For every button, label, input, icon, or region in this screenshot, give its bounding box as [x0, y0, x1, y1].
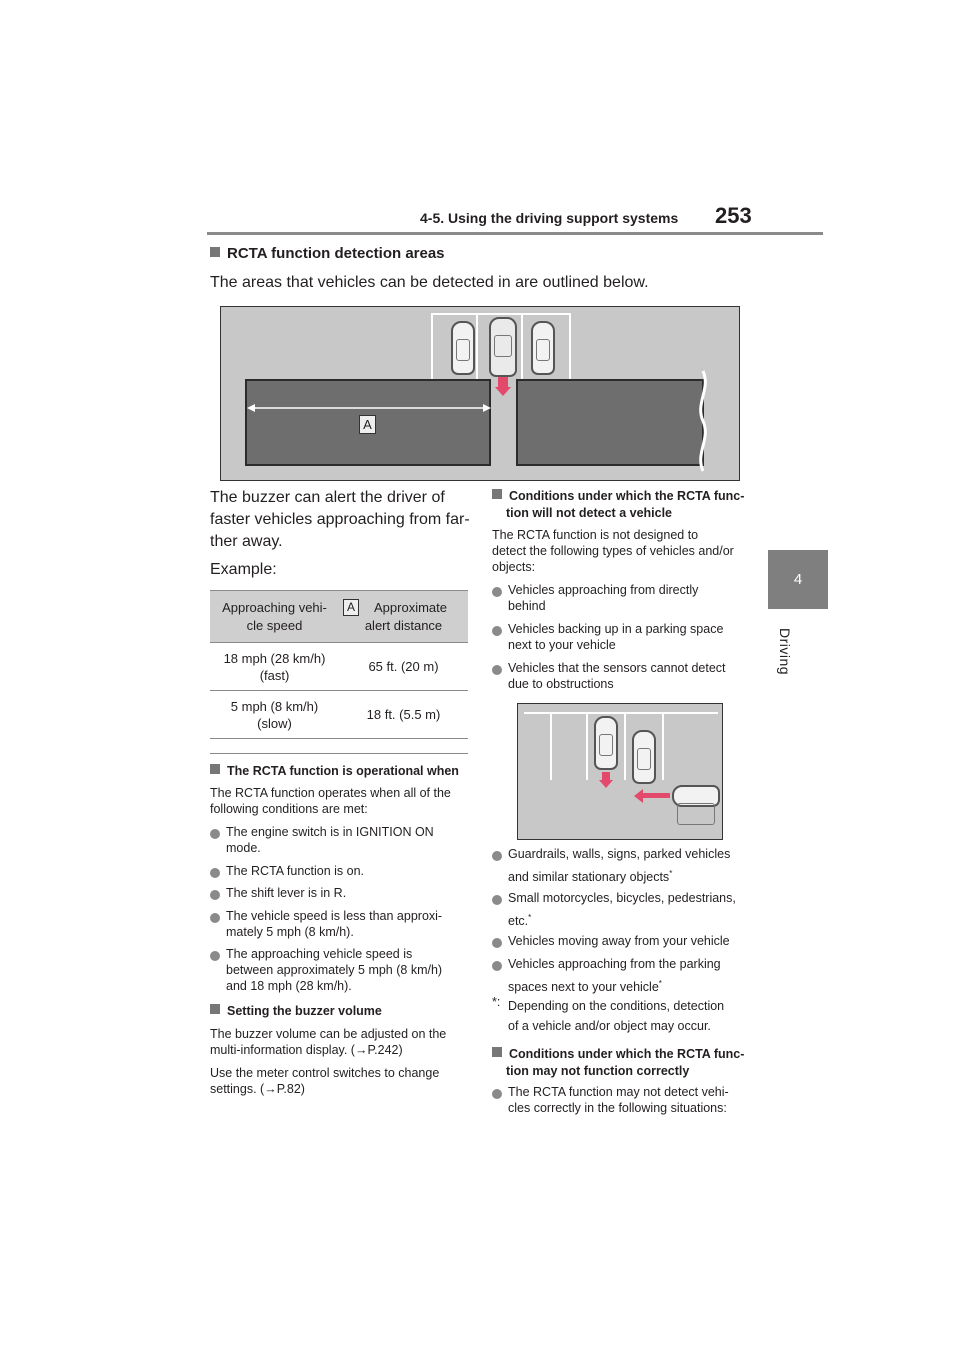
- operational-heading: The RCTA function is operational when: [210, 763, 459, 780]
- bullet-dot-icon: [492, 665, 502, 675]
- reverse-arrow-icon: [498, 377, 508, 387]
- square-bullet-icon: [210, 1004, 220, 1014]
- reverse-arrow-icon: [602, 772, 610, 780]
- page-number: 253: [715, 203, 752, 228]
- parking-line: [431, 313, 571, 315]
- parking-line: [569, 313, 571, 379]
- bullet-dot-icon: [210, 868, 220, 878]
- parked-car-icon: [451, 321, 475, 375]
- buzzer-text-line: The buzzer can alert the driver of: [210, 489, 445, 506]
- buzzer-text-line: faster vehicles approaching from far-: [210, 511, 470, 528]
- list-item: Vehicles backing up in a parking space next to your vehicle: [492, 621, 723, 653]
- bullet-dot-icon: [492, 587, 502, 597]
- list-item: Vehicles moving away from your vehicle: [492, 933, 730, 949]
- buzzer-text-line: ther away.: [210, 533, 283, 550]
- table-row: 18 mph (28 km/h) (fast) 65 ft. (20 m): [210, 643, 468, 691]
- table-header-row: [210, 591, 468, 643]
- detection-areas-heading: RCTA function detection areas: [210, 245, 445, 262]
- list-item: Small motorcycles, bicycles, pedestrians, etc.*: [492, 890, 736, 929]
- reverse-arrowhead-icon: [599, 780, 613, 788]
- right-detection-zone: [516, 379, 704, 466]
- parking-line: [662, 712, 664, 780]
- parking-line: [524, 712, 718, 714]
- approach-arrow-icon: [642, 793, 670, 798]
- bullet-dot-icon: [492, 895, 502, 905]
- detection-area-diagram: [220, 306, 740, 481]
- bullet-dot-icon: [210, 890, 220, 900]
- list-item: Vehicles approaching from the parking spaces next to your vehicle*: [492, 956, 721, 995]
- obstruction-diagram: [517, 703, 723, 840]
- buzzer-volume-text: The buzzer volume can be adjusted on the multi-information display. (→P.242): [210, 1027, 447, 1057]
- list-item: Vehicles approaching from directly behind: [492, 582, 698, 614]
- parking-line: [586, 712, 588, 780]
- label-a-tag: A: [343, 599, 359, 616]
- table-header-speed: Approaching vehi- cle speed: [210, 591, 339, 643]
- reverse-arrowhead-icon: [495, 387, 511, 396]
- list-item: Vehicles that the sensors cannot detect due to obstructions: [492, 660, 726, 692]
- approaching-car-icon: [672, 785, 720, 807]
- buzzer-volume-heading: Setting the buzzer volume: [210, 1003, 382, 1020]
- arrow-icon: →: [264, 1082, 277, 1096]
- table-row: 5 mph (8 km/h) (slow) 18 ft. (5.5 m): [210, 691, 468, 739]
- bullet-dot-icon: [210, 951, 220, 961]
- operational-intro: The RCTA function operates when all of the following conditions are met:: [210, 786, 451, 816]
- arrow-icon: →: [354, 1043, 368, 1057]
- header-rule: [207, 232, 823, 235]
- chapter-tab[interactable]: 4: [768, 550, 828, 609]
- list-item: The RCTA function may not detect vehi- cles correctly in the following situations:: [492, 1084, 729, 1116]
- list-item: The approaching vehicle speed is between approximately 5 mph (8 km/h) and 18 mph (28 km/h).: [210, 946, 442, 994]
- square-bullet-icon: [210, 764, 220, 774]
- list-item: The engine switch is in IGNITION ON mode.: [210, 824, 434, 856]
- label-a-tag: A: [359, 415, 376, 434]
- list-item: The vehicle speed is less than approxi- mately 5 mph (8 km/h).: [210, 908, 442, 940]
- break-line-icon: [693, 369, 713, 473]
- bullet-dot-icon: [210, 829, 220, 839]
- detection-areas-intro: The areas that vehicles can be detected in are outlined below.: [210, 274, 649, 291]
- page-reference-link[interactable]: P.242): [367, 1043, 403, 1057]
- square-bullet-icon: [492, 489, 502, 499]
- section-title: 4-5. Using the driving support systems: [420, 210, 679, 226]
- parking-line: [431, 313, 433, 379]
- alert-distance-table: [210, 590, 468, 739]
- parked-car-icon: [531, 321, 555, 375]
- example-label: Example:: [210, 561, 277, 578]
- distance-arrow-icon: [247, 402, 491, 414]
- own-car-icon: [489, 317, 517, 377]
- bullet-dot-icon: [492, 851, 502, 861]
- not-detect-heading: Conditions under which the RCTA func- tion will not detect a vehicle: [492, 488, 744, 522]
- own-car-icon: [594, 716, 618, 770]
- section-divider: [210, 753, 468, 754]
- square-bullet-icon: [210, 247, 220, 257]
- chapter-label: Driving: [777, 628, 793, 676]
- bullet-dot-icon: [492, 1089, 502, 1099]
- parking-line: [476, 313, 478, 379]
- list-item: Guardrails, walls, signs, parked vehicles and similar stationary objects*: [492, 846, 730, 885]
- bullet-dot-icon: [492, 938, 502, 948]
- approach-arrowhead-icon: [634, 789, 643, 803]
- parking-line: [624, 712, 626, 780]
- not-detect-intro: The RCTA function is not designed to detect the following types of vehicles and/or objects:: [492, 528, 734, 574]
- parking-line: [521, 313, 523, 379]
- table-header-distance: A Approximate alert distance: [339, 591, 468, 643]
- square-bullet-icon: [492, 1047, 502, 1057]
- not-correct-heading: Conditions under which the RCTA func- tion may not function correctly: [492, 1046, 744, 1080]
- list-item: The RCTA function is on.: [210, 863, 364, 879]
- parking-line: [550, 712, 552, 780]
- page-reference-link[interactable]: P.82): [276, 1082, 305, 1096]
- list-item: The shift lever is in R.: [210, 885, 346, 901]
- footnote: *: Depending on the conditions, detection of a vehicle and/or object may occur.: [492, 995, 725, 1033]
- bullet-dot-icon: [210, 913, 220, 923]
- bullet-dot-icon: [492, 626, 502, 636]
- parked-car-icon: [632, 730, 656, 784]
- bullet-dot-icon: [492, 961, 502, 971]
- buzzer-volume-text: Use the meter control switches to change settings. (→P.82): [210, 1066, 440, 1096]
